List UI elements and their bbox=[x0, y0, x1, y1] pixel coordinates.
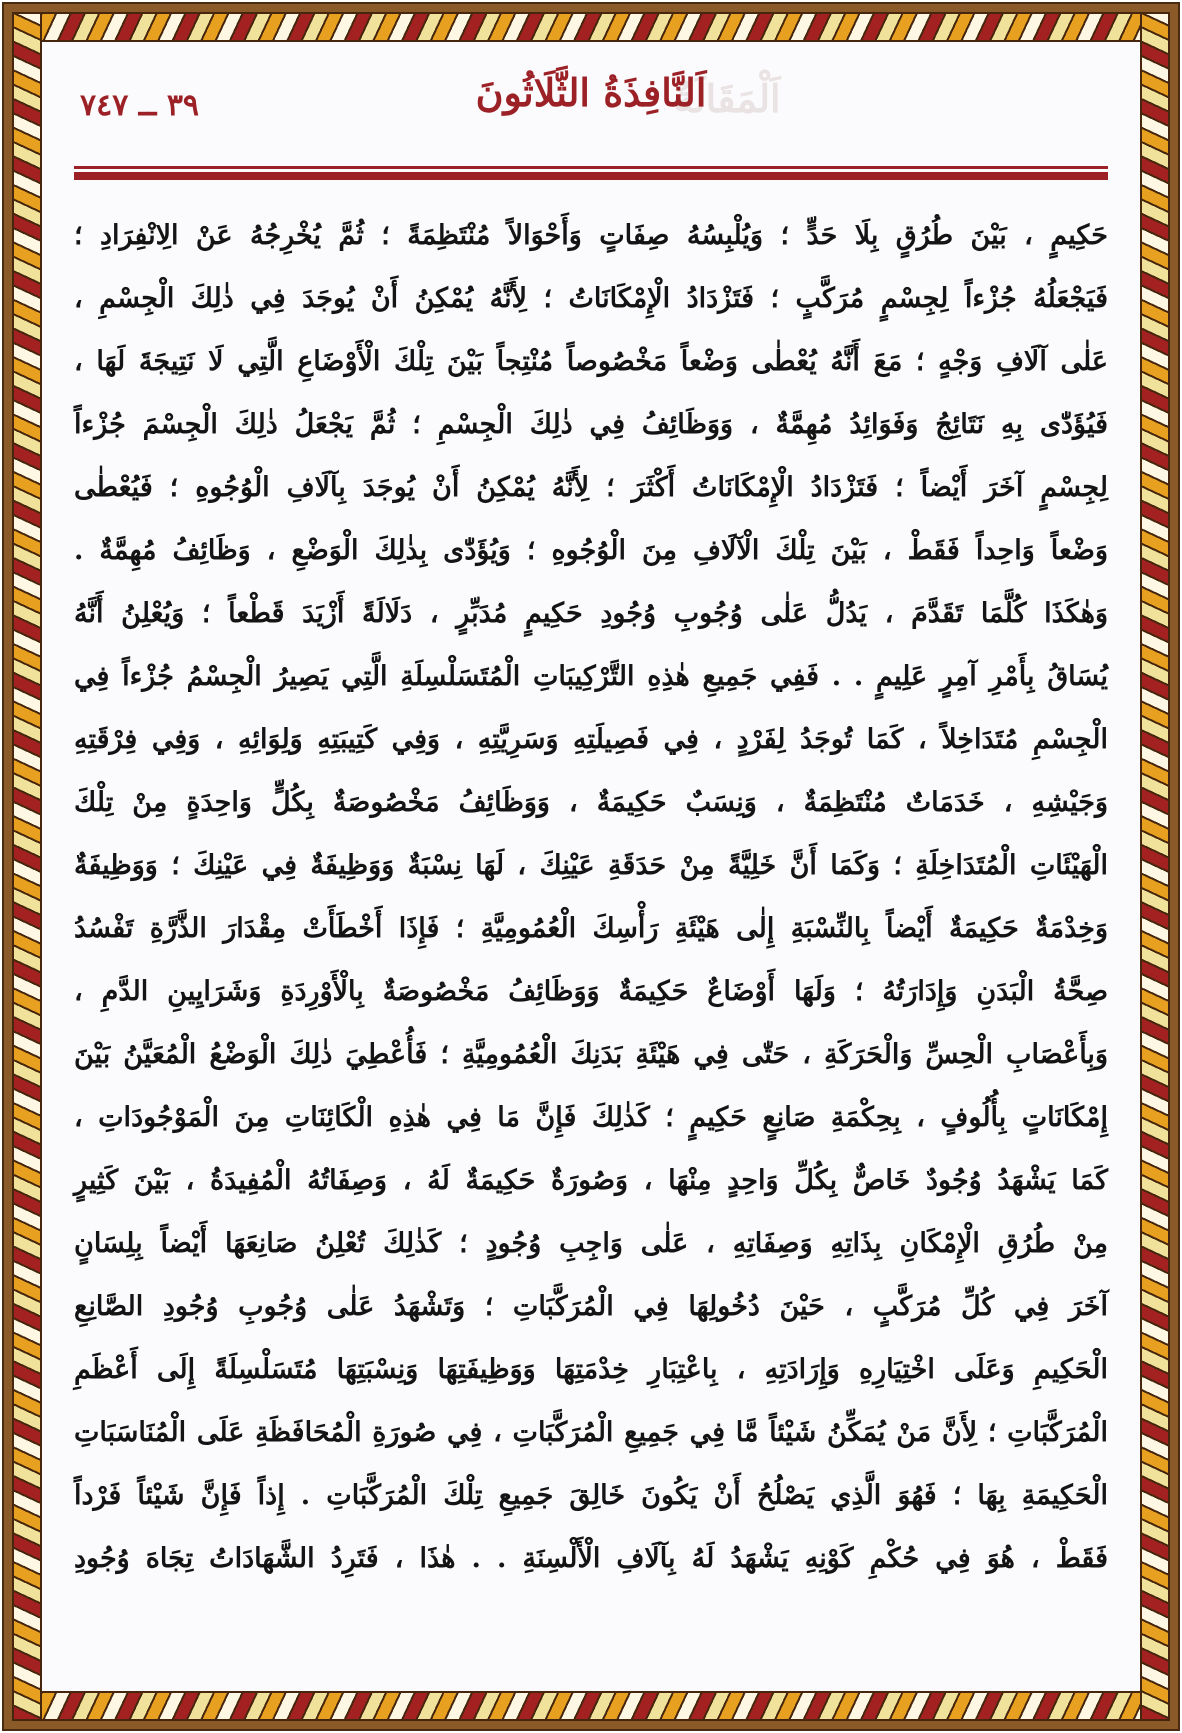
text-line: لِجِسْمٍ آخَرَ أَيْضاً ؛ فَتَزْدَادُ الْإِمْكَانَاتُ أَكْثَرَ ؛ لِأَنَّهُ يُمْكِنُ أَنْ يُوجَدَ بِآلَافِ الْوُجُوهِ ؛ فَيُعْطٰى bbox=[74, 472, 1108, 503]
border-chain-bottom bbox=[12, 1691, 1170, 1721]
border-chain-right bbox=[1140, 12, 1170, 1721]
border-chain-top bbox=[12, 12, 1170, 42]
text-line: وَهٰكَذَا كُلَّمَا تَقَدَّمَ ، يَدُلُّ عَلٰى وُجُوبِ وُجُودِ حَكِيمٍ مُدَبِّرٍ ، دَلَالَةً أَزْيَدَ قَطْعاً ؛ وَيُعْلِنُ أَنَّهُ bbox=[74, 598, 1108, 629]
text-line: كَمَا يَشْهَدُ وُجُودٌ خَاصٌّ بِكُلِّ وَاحِدٍ مِنْهَا ، وَصُورَةٌ حَكِيمَةٌ لَهُ ، وَصِفَاتُهُ الْمُفِيدَةُ ، بَيْنَ كَثِيرٍ bbox=[74, 1165, 1108, 1196]
title-ghost-text: اَلْمَقَالَةُ bbox=[673, 76, 781, 121]
text-line: وَجَيْشِهِ ، خَدَمَاتٌ مُنْتَظِمَةٌ ، وَنِسَبٌ حَكِيمَةٌ ، وَوَظَائِفُ مَخْصُوصَةٌ بِكُلٍّ وَاحِدَةٍ مِنْ تِلْكَ bbox=[74, 787, 1108, 818]
text-line: الْحَكِيمِ وَعَلَى اخْتِيَارِهِ وَإِرَادَتِهِ ، بِاعْتِبَارِ خِدْمَتِهَا وَوَظِيفَتِهَا وَنِسْبَتِهَا مُتَسَلْسِلَةً إِلَى أَعْظَمِ bbox=[74, 1354, 1108, 1385]
text-line: وَضْعاً وَاحِداً فَقَطْ ، بَيْنَ تِلْكَ الْآلَافِ مِنَ الْوُجُوهِ ؛ وَيُؤَدّٰى بِذٰلِكَ الْوَضْعِ ، وَظَائِفُ مُهِمَّةٌ . bbox=[74, 535, 1108, 566]
text-line: وَخِدْمَةٌ حَكِيمَةٌ أَيْضاً بِالنِّسْبَةِ إِلٰى هَيْئَةِ رَأْسِكَ الْعُمُومِيَّةِ ؛ فَإِذَا أَخْطَأَتْ مِقْدَارَ الذَّرَّةِ تَفْسُدُ bbox=[74, 913, 1108, 944]
body-text bbox=[74, 204, 1108, 1590]
text-line: صِحَّةُ الْبَدَنِ وَإِدَارَتُهُ ؛ وَلَهَا أَوْضَاعٌ حَكِيمَةٌ وَوَظَائِفُ مَخْصُوصَةٌ بِالْأَوْرِدَةِ وَشَرَايِينِ الدَّمِ ، bbox=[74, 976, 1108, 1007]
page-title: اَلنَّافِذَةُ الثَّلَاثُونَ bbox=[475, 70, 707, 115]
text-line: عَلٰى آلَافِ وَجْهٍ ؛ مَعَ أَنَّهُ يُعْطٰى وَضْعاً مَخْصُوصاً مُنْتِجاً بَيْنَ تِلْكَ الْأَوْضَاعِ الَّتِي لَا نَتِيجَةَ لَهَا ، bbox=[74, 346, 1108, 377]
text-line: آخَرَ فِي كُلِّ مُرَكَّبٍ ، حَيْنَ دُخُولِهَا فِي الْمُرَكَّبَاتِ ؛ وَتَشْهَدُ عَلٰى وُجُوبِ وُجُودِ الصَّانِعِ bbox=[74, 1291, 1108, 1322]
text-line: حَكِيمٍ ، بَيْنَ طُرُقٍ بِلَا حَدٍّ ؛ وَيُلْبِسُهُ صِفَاتٍ وَأَحْوَالاً مُنْتَظِمَةً ؛ ثُمَّ يُخْرِجُهُ عَنْ الِانْفِرَادِ ؛ bbox=[74, 220, 1108, 251]
header-divider-rule bbox=[74, 166, 1108, 180]
page-header bbox=[74, 60, 1108, 162]
text-line: فَقَطْ ، هُوَ فِي حُكْمِ كَوْنِهِ يَشْهَدُ لَهُ بِآلَافِ الْأَلْسِنَةِ . . هٰذَا ، فَتَرِدُ الشَّهَادَاتُ تِجَاهَ وُجُودِ bbox=[74, 1543, 1108, 1574]
page-content bbox=[74, 60, 1108, 1673]
text-line: فَيَجْعَلُهُ جُزْءاً لِجِسْمٍ مُرَكَّبٍ ؛ فَتَزْدَادُ الْإِمْكَانَاتُ ؛ لِأَنَّهُ يُمْكِنُ أَنْ يُوجَدَ فِي ذٰلِكَ الْجِسْمِ ، bbox=[74, 283, 1108, 314]
text-line: وَبِأَعْصَابِ الْحِسِّ وَالْحَرَكَةِ ، حَتّٰى فِي هَيْئَةِ بَدَنِكَ الْعُمُومِيَّةِ ؛ فَأُعْطِيَ ذٰلِكَ الْوَضْعُ الْمُعَيَّنُ بَيْنَ bbox=[74, 1039, 1108, 1070]
text-line: فَيُؤَدّٰى بِهِ نَتَائِجُ وَفَوَائِدُ مُهِمَّةٌ ، وَوَظَائِفُ فِي ذٰلِكَ الْجِسْمِ ؛ ثُمَّ يَجْعَلُ ذٰلِكَ الْجِسْمَ جُزْءاً bbox=[74, 409, 1108, 440]
text-line: إِمْكَانَاتٍ بِأُلُوفٍ ، بِحِكْمَةِ صَانِعٍ حَكِيمٍ ؛ كَذٰلِكَ فَإِنَّ مَا فِي هٰذِهِ الْكَائِنَاتِ مِنَ الْمَوْجُودَاتِ ، bbox=[74, 1102, 1108, 1133]
text-line: الْمُرَكَّبَاتِ ؛ لِأَنَّ مَنْ يُمَكِّنُ شَيْئاً مَّا فِي جَمِيعِ الْمُرَكَّبَاتِ ، فِي صُورَةِ الْمُحَافَظَةِ عَلَى الْمُنَاسَبَاتِ bbox=[74, 1417, 1108, 1448]
text-line: الْحَكِيمَةِ بِهَا ؛ فَهُوَ الَّذِي يَصْلُحُ أَنْ يَكُونَ خَالِقَ جَمِيعِ تِلْكَ الْمُرَكَّبَاتِ . إِذاً فَإِنَّ شَيْئاً فَرْداً bbox=[74, 1480, 1108, 1511]
page-number: ٣٩ ــ ٧٤٧ bbox=[80, 88, 200, 123]
text-line: يُسَاقُ بِأَمْرِ آمِرٍ عَلِيمٍ . . فَفِي جَمِيعِ هٰذِهِ التَّرْكِيبَاتِ الْمُتَسَلْسِلَةِ الَّتِي يَصِيرُ الْجِسْمُ جُزْءاً فِي bbox=[74, 661, 1108, 692]
text-line: الْجِسْمِ مُتَدَاخِلاً ، كَمَا تُوجَدُ لِفَرْدٍ ، فِي فَصِيلَتِهِ وَسَرِيَّتِهِ ، وَفِي كَتِيبَتِهِ وَلِوَائِهِ ، وَفِي فِرْقَتِهِ bbox=[74, 724, 1108, 755]
text-line: الْهَيْئَاتِ الْمُتَدَاخِلَةِ ؛ وَكَمَا أَنَّ خَلِيَّةً مِنْ حَدَقَةِ عَيْنِكَ ، لَهَا نِسْبَةٌ وَوَظِيفَةٌ فِي عَيْنِكَ ؛ وَوَظِيفَةٌ bbox=[74, 850, 1108, 881]
title-wrap bbox=[74, 70, 1108, 150]
text-line: مِنْ طُرُقِ الْإِمْكَانِ بِذَاتِهِ وَصِفَاتِهِ ، عَلٰى وَاجِبِ وُجُودٍ ؛ كَذٰلِكَ تُعْلِنُ صَانِعَهَا أَيْضاً بِلِسَانٍ bbox=[74, 1228, 1108, 1259]
border-chain-left bbox=[12, 12, 42, 1721]
ornamental-border-frame bbox=[4, 4, 1178, 1729]
